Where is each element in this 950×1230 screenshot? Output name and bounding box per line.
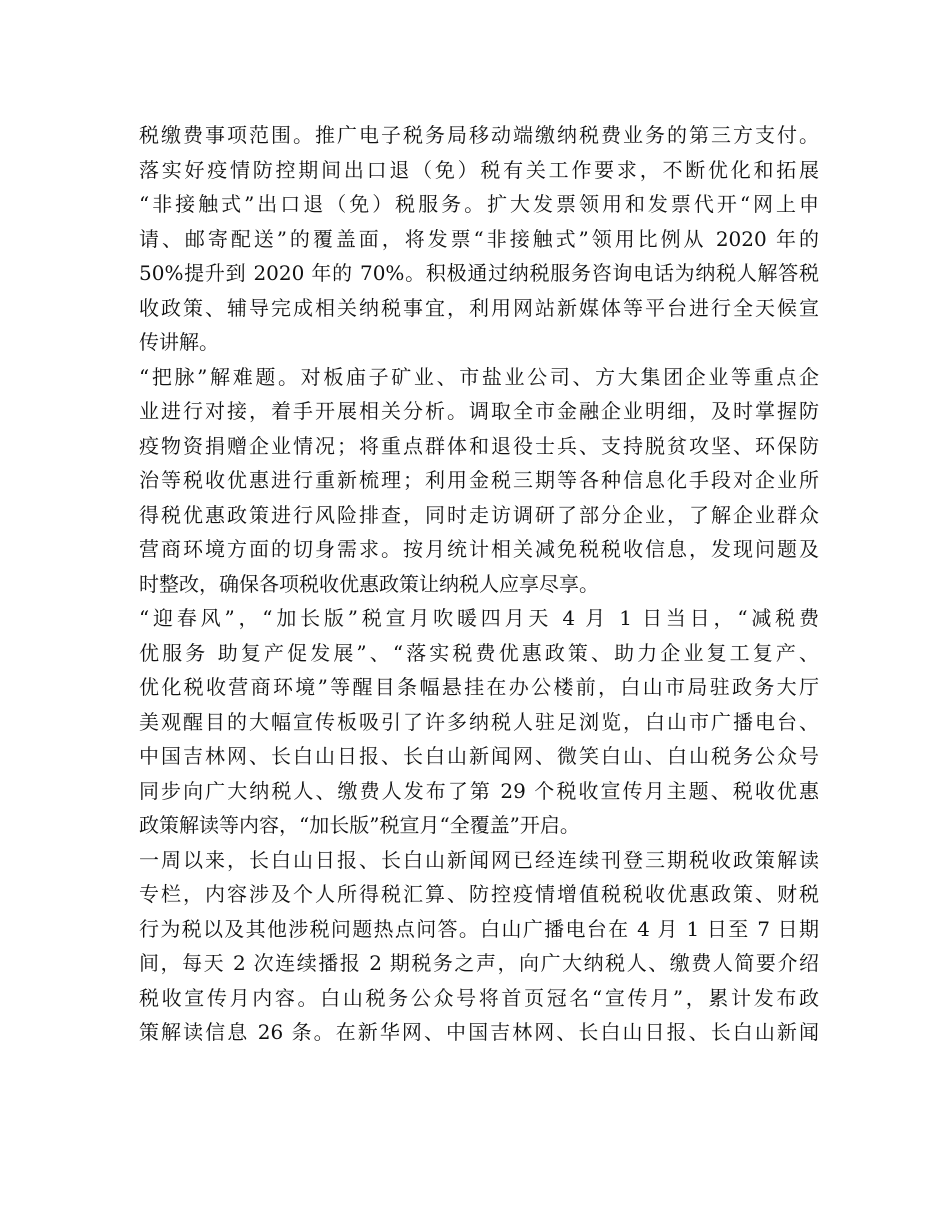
text-line: 传讲解。 <box>139 330 219 354</box>
text-line: 得税优惠政策进行风险排查，同时走访调研了部分企业，了解企业群众 <box>139 502 819 527</box>
text-line: 中国吉林网、长白山日报、长白山新闻网、微笑白山、白山税务公众号 <box>139 744 819 768</box>
text-line: 优化税收营商环境”等醒目条幅悬挂在办公楼前，白山市局驻政务大厅 <box>139 675 819 699</box>
text-line: 落实好疫情防控期间出口退（免）税有关工作要求，不断优化和拓展 <box>139 157 819 182</box>
text-line: “非接触式”出口退（免）税服务。扩大发票领用和发票代开“网上申 <box>139 192 819 216</box>
text-line: 税缴费事项范围。推广电子税务局移动端缴纳税费业务的第三方支付。 <box>139 123 819 147</box>
text-line: 美观醒目的大幅宣传板吸引了许多纳税人驻足浏览，白山市广播电台、 <box>139 709 819 734</box>
text-line: 间，每天 2 次连续播报 2 期税务之声，向广大纳税人、缴费人简要介绍 <box>139 951 819 975</box>
text-line: 治等税收优惠进行重新梳理；利用金税三期等各种信息化手段对企业所 <box>139 468 819 492</box>
text-line: 优服务 助复产促发展”、“落实税费优惠政策、助力企业复工复产、 <box>139 640 819 665</box>
text-line: 营商环境方面的切身需求。按月统计相关减免税税收信息，发现问题及 <box>139 537 819 561</box>
text-line: 税收宣传月内容。白山税务公众号将首页冠名“宣传月”，累计发布政 <box>139 985 819 1010</box>
text-line: 业进行对接，着手开展相关分析。调取全市金融企业明细，及时掌握防 <box>139 399 819 423</box>
text-line: 一周以来，长白山日报、长白山新闻网已经连续刊登三期税收政策解读 <box>139 847 819 872</box>
text-line: 政策解读等内容，“加长版”税宣月“全覆盖”开启。 <box>139 813 580 837</box>
text-line: 策解读信息 26 条。在新华网、中国吉林网、长白山日报、长白山新闻 <box>139 1020 819 1044</box>
text-line: 时整改，确保各项税收优惠政策让纳税人应享尽享。 <box>139 571 599 596</box>
text-line: “把脉”解难题。对板庙子矿业、市盐业公司、方大集团企业等重点企 <box>139 364 819 389</box>
text-line: 50%提升到 2020 年的 70%。积极通过纳税服务咨询电话为纳税人解答税 <box>139 261 819 285</box>
text-line: 疫物资捐赠企业情况；将重点群体和退役士兵、支持脱贫攻坚、环保防 <box>139 433 819 458</box>
text-line: “迎春风”，“加长版”税宣月吹暖四月天 4 月 1 日当日，“减税费 <box>139 606 819 630</box>
text-line: 收政策、辅导完成相关纳税事宜，利用网站新媒体等平台进行全天候宣 <box>139 295 819 320</box>
text-line: 同步向广大纳税人、缴费人发布了第 29 个税收宣传月主题、税收优惠 <box>139 778 819 803</box>
text-line: 行为税以及其他涉税问题热点问答。白山广播电台在 4 月 1 日至 7 日期 <box>139 916 819 941</box>
document-body <box>139 118 819 1050</box>
text-line: 请、邮寄配送”的覆盖面，将发票“非接触式”领用比例从 2020 年的 <box>139 226 819 251</box>
text-line: 专栏，内容涉及个人所得税汇算、防控疫情增值税税收优惠政策、财税 <box>139 882 819 906</box>
